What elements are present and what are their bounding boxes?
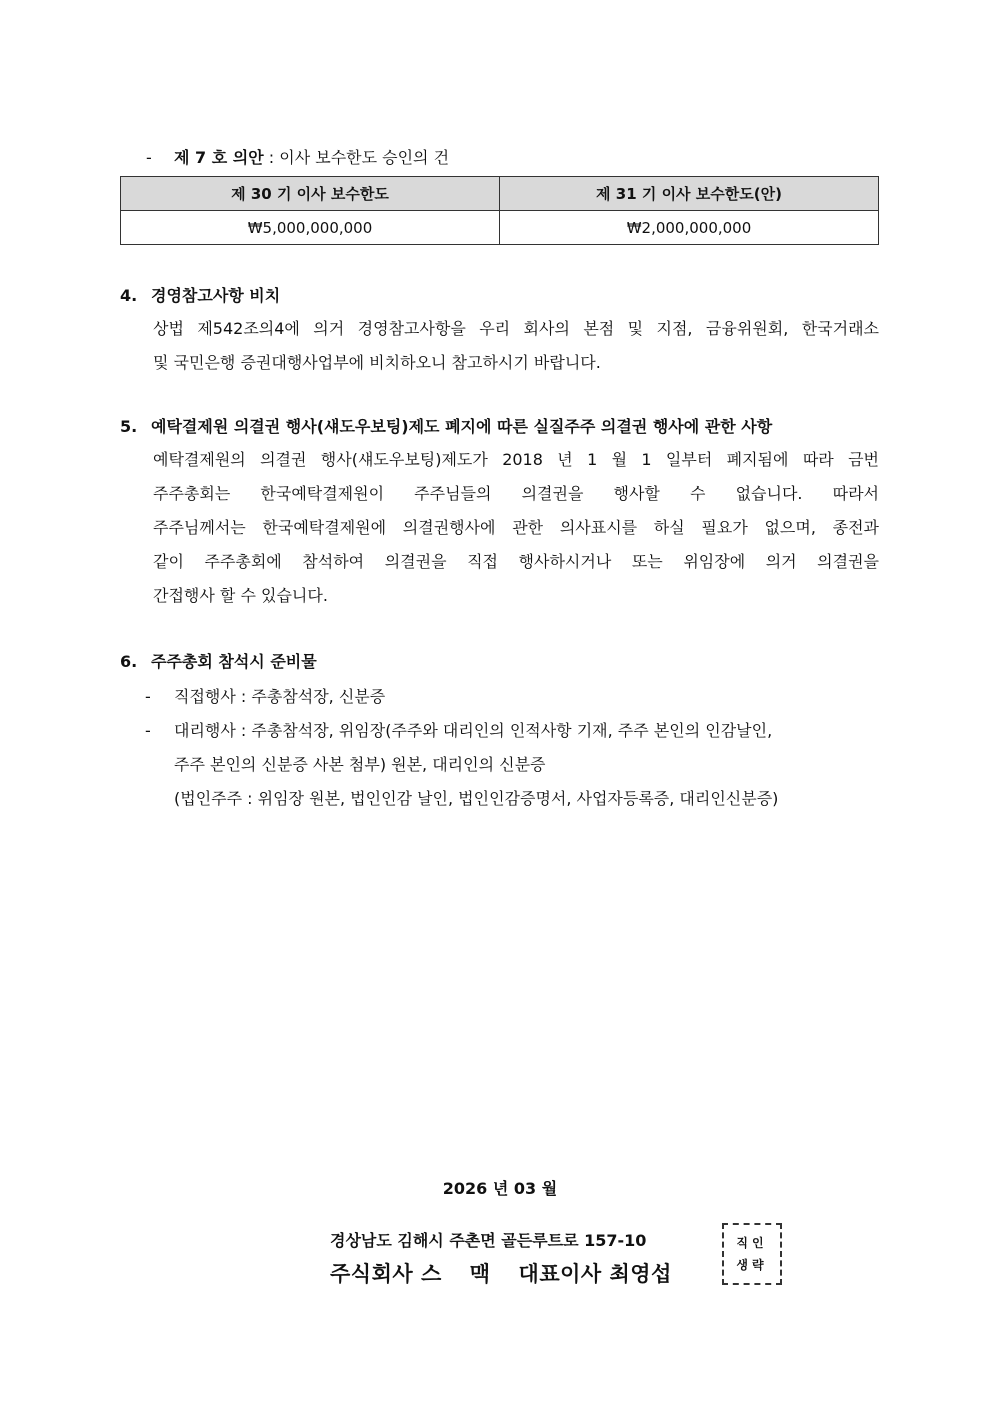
stamp-text: 직인	[736, 1236, 768, 1250]
company-signature	[330, 1258, 672, 1288]
section-body	[153, 312, 879, 380]
list-item-line: (법인주주 : 위임장 원본, 법인인감 날인, 법인인감증명서, 사업자등록증, 대리인신분증)	[174, 789, 779, 808]
list-item	[145, 714, 874, 816]
table-cell: ₩5,000,000,000	[121, 211, 500, 245]
section-title: 예탁결제원 의결권 행사(섀도우보팅)제도 폐지에 따른 실질주주 의결권 행사에 관한 사항	[151, 417, 773, 436]
section-5	[120, 416, 879, 613]
director-pay-table	[120, 176, 879, 245]
seal-omitted-stamp	[722, 1223, 782, 1285]
table-header-cell: 제 31 기 이사 보수한도(안)	[500, 177, 879, 211]
company-address: 경상남도 김해시 주촌면 골든루트로 157-10	[330, 1231, 647, 1250]
issue-date: 2026 년 03 월	[442, 1179, 558, 1198]
bullet: -	[146, 148, 152, 167]
list-item	[145, 680, 874, 714]
paragraph-line: 및 국민은행 증권대행사업부에 비치하오니 참고하시기 바랍니다.	[153, 353, 601, 372]
section-number: 4.	[120, 286, 138, 305]
section-heading	[120, 285, 879, 307]
table-cell: ₩2,000,000,000	[500, 211, 879, 245]
agenda-7-label: 제 7 호 의안	[174, 148, 264, 167]
representative: 대표이사 최영섭	[518, 1262, 672, 1286]
preparation-list	[145, 680, 874, 816]
section-4	[120, 285, 879, 380]
section-title: 주주총회 참석시 준비물	[151, 652, 317, 671]
table-row	[121, 211, 879, 245]
paragraph-line: 주주총회는 한국예탁결제원이 주주님들의 의결권을 행사할 수 없습니다. 따라서	[153, 484, 879, 503]
paragraph-line: 주주님께서는 한국예탁결제원에 의결권행사에 관한 의사표시를 하실 필요가 없으며, 종전과	[153, 518, 879, 537]
paragraph-line: 간접행사 할 수 있습니다.	[153, 586, 328, 605]
section-body	[153, 443, 879, 613]
section-6	[120, 651, 874, 816]
list-item-line: 직접행사 : 주총참석장, 신분증	[174, 687, 386, 706]
stamp-text: 생략	[736, 1258, 768, 1272]
list-item-line: 주주 본인의 신분증 사본 첨부) 원본, 대리인의 신분증	[174, 755, 546, 774]
bullet: -	[145, 721, 151, 740]
section-number: 5.	[120, 417, 138, 436]
section-heading	[120, 416, 879, 438]
section-heading	[120, 651, 874, 673]
agenda-7-text: : 이사 보수한도 승인의 건	[263, 148, 450, 167]
company-name-part: 맥	[469, 1262, 491, 1286]
paragraph-line: 상법 제542조의4에 의거 경영참고사항을 우리 회사의 본점 및 지점, 금융위원회, 한국거래소	[153, 319, 879, 338]
company-name-part: 주식회사 스	[330, 1262, 442, 1286]
list-item-line: 대리행사 : 주총참석장, 위임장(주주와 대리인의 인적사항 기재, 주주 본인의 인감날인,	[174, 721, 773, 740]
section-title: 경영참고사항 비치	[151, 286, 281, 305]
paragraph-line: 예탁결제원의 의결권 행사(섀도우보팅)제도가 2018 년 1 월 1 일부터 폐지됨에 따라 금번	[153, 450, 879, 469]
paragraph-line: 같이 주주총회에 참석하여 의결권을 직접 행사하시거나 또는 위임장에 의거 의결권을	[153, 552, 879, 571]
agenda-7	[146, 147, 449, 169]
section-number: 6.	[120, 652, 138, 671]
table-header-cell: 제 30 기 이사 보수한도	[121, 177, 500, 211]
table-header-row	[121, 177, 879, 211]
bullet: -	[145, 687, 151, 706]
